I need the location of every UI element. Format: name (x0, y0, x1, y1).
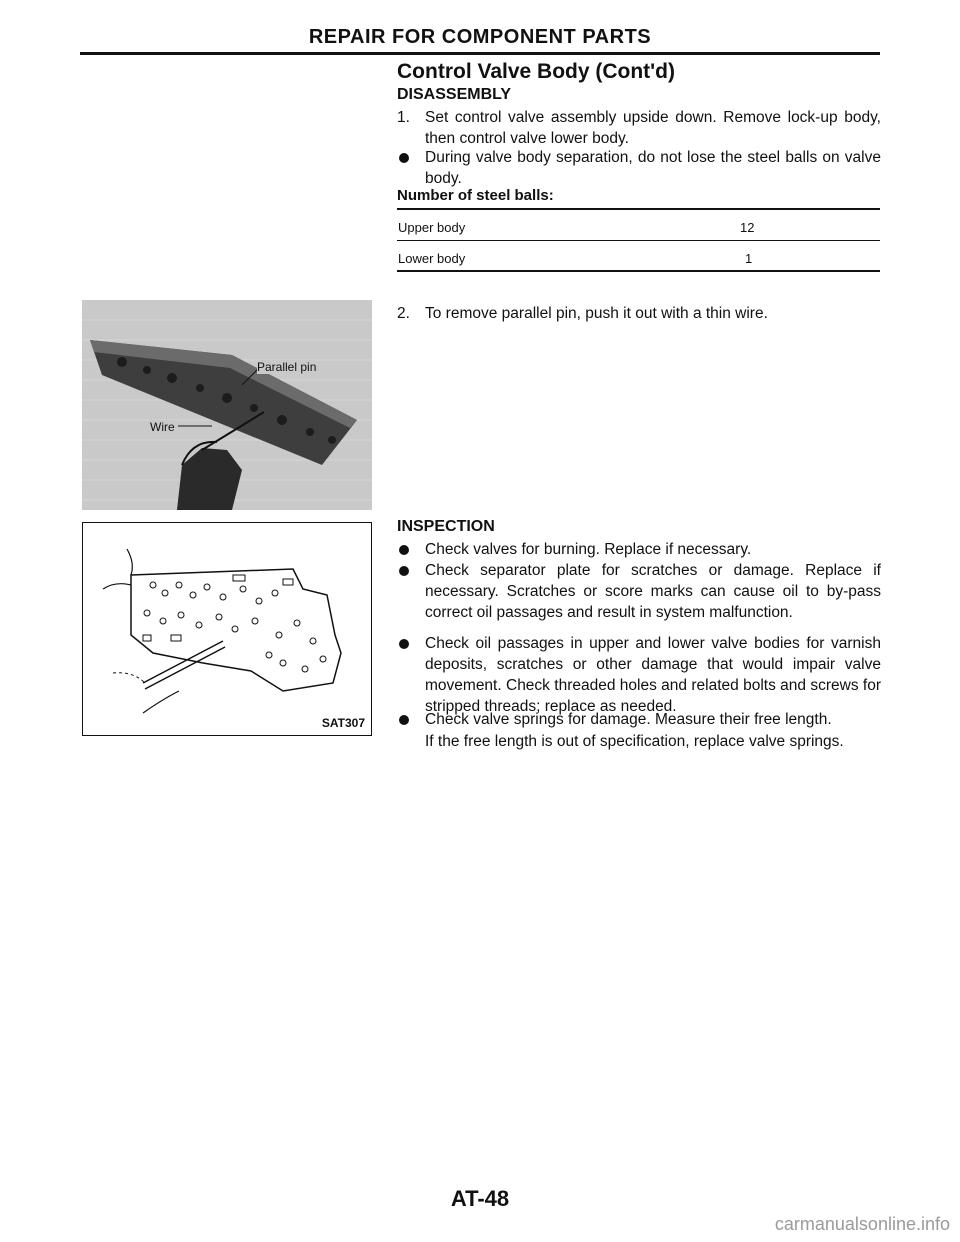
section-title: Control Valve Body (Cont'd) (397, 60, 675, 83)
watermark-url[interactable]: carmanualsonline.info (774, 1214, 950, 1234)
figure-code: SAT307 (321, 716, 365, 730)
step-text: Set control valve assembly upside down. Remove lock-up body, then control valve lower body. (425, 109, 881, 147)
separator-plate-illustration (83, 523, 370, 734)
disassembly-step-2 (397, 303, 881, 324)
step-text: To remove parallel pin, push it out with a thin wire. (425, 305, 768, 322)
bullet-icon (399, 715, 409, 725)
table-bottom-rule (397, 270, 880, 272)
step-number: 2. (397, 305, 410, 322)
table-cell-value: 12 (740, 220, 755, 235)
disassembly-heading: DISASSEMBLY (397, 86, 512, 103)
bullet-text: Check valve springs for damage. Measure their free length. (425, 711, 832, 728)
bullet-icon (399, 153, 409, 163)
steel-balls-heading: Number of steel balls: (397, 187, 554, 204)
bullet-text: Check separator plate for scratches or damage. Replace if necessary. Scratches or score marks can cause oil to by-pass correct oil passages and result in system malfunction. (425, 562, 881, 621)
page-number: AT-48 (450, 1186, 510, 1211)
step-number: 1. (397, 109, 410, 126)
page-header-title: REPAIR FOR COMPONENT PARTS (308, 26, 652, 48)
valve-body-diagram (82, 522, 372, 736)
disassembly-bullet (397, 147, 881, 189)
inspection-bullet (397, 539, 881, 560)
bullet-icon (399, 545, 409, 555)
bullet-icon (399, 566, 409, 576)
parallel-pin-photo (82, 300, 372, 510)
wire-label: Wire (150, 420, 175, 434)
table-row-divider (397, 240, 880, 241)
bullet-text: Check oil passages in upper and lower valve bodies for varnish deposits, scratches or other damage that would impair valve movement. Check threaded holes and related bolts and screws for stripped threads; replace as needed. (425, 635, 881, 715)
table-cell-value: 1 (745, 251, 753, 266)
table-cell-label: Upper body (398, 220, 466, 235)
header-rule (80, 52, 880, 55)
valve-body-photo-illustration (82, 300, 372, 510)
inspection-bullet (397, 633, 881, 717)
table-cell-label: Lower body (398, 251, 466, 266)
table-top-rule (397, 208, 880, 210)
inspection-bullet (397, 560, 881, 623)
inspection-bullet (397, 709, 881, 730)
inspection-followup: If the free length is out of specification, replace valve springs. (425, 733, 844, 750)
bullet-icon (399, 639, 409, 649)
inspection-heading: INSPECTION (397, 518, 495, 535)
bullet-text: During valve body separation, do not lose the steel balls on valve body. (425, 149, 881, 187)
parallel-pin-label: Parallel pin (257, 360, 317, 374)
disassembly-step-1 (397, 107, 881, 149)
bullet-text: Check valves for burning. Replace if necessary. (425, 541, 752, 558)
